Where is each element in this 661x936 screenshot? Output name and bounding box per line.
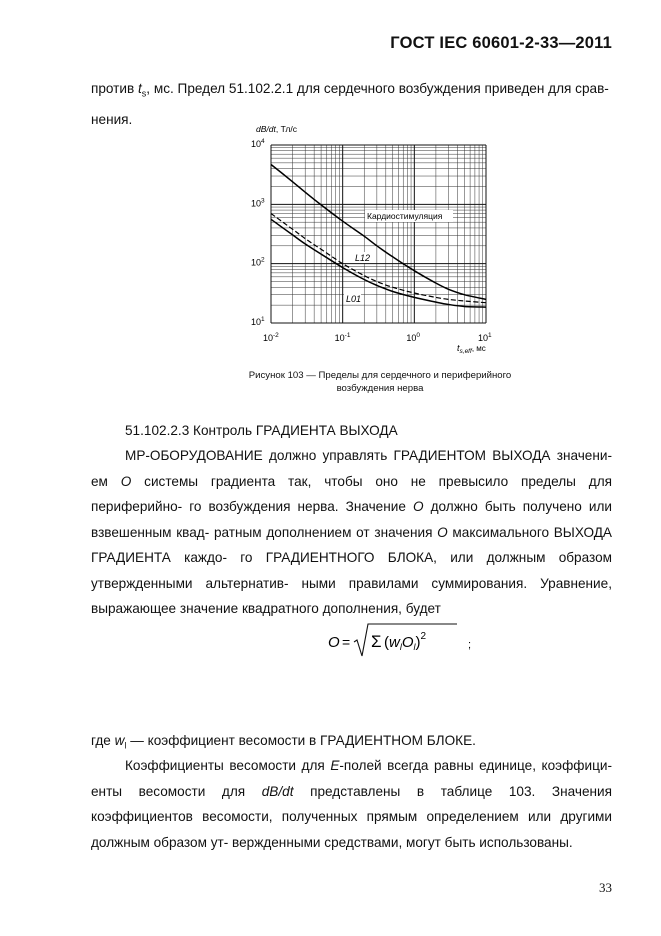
x-tick-label-1: $10^{-1}$ — [334, 332, 351, 343]
intro-line1-rest: , мс. Предел 51.102.2.1 для сердечного возбуждения приведен для срав- — [146, 81, 609, 96]
p1-line-a: МР-ОБОРУДОВАНИЕ должно управлять ГРАДИЕНТОМ ВЫХОДА значени- — [125, 448, 612, 463]
formula-expr: $(w_lO_l)^2$ — [384, 631, 427, 652]
chart-ylabel: dB/dt, Тл/с — [256, 124, 297, 134]
y-tick-label-0: $10^1$ — [251, 316, 265, 327]
label-cardio: Кардиостимуляция — [367, 211, 443, 221]
label-l01: L01 — [346, 294, 362, 304]
y-tick-label-3: $10^4$ — [251, 138, 265, 149]
p1-line-d-end: максимального ВЫХОДА ГРАДИЕНТА каждо- — [91, 524, 612, 565]
label-l12: L12 — [355, 253, 371, 263]
caption-line1: Рисунок 103 — Пределы для сердечного и периферийного — [248, 370, 512, 381]
where-var: w — [114, 733, 125, 748]
p2-line-a-start: Коэффициенты весомости для — [125, 758, 331, 773]
series-line-0 — [271, 165, 486, 300]
where-prefix: где — [91, 733, 115, 748]
intro-prefix: против — [91, 81, 139, 96]
p1-line-e: го ГРАДИЕНТНОГО БЛОКА, или должным образом утвержденными альтернатив- — [91, 550, 612, 591]
p1-line-d-start: ратным дополнением от значения — [213, 524, 438, 540]
formula-punct: ; — [468, 639, 472, 651]
x-tick-label-2: $10^0$ — [406, 332, 420, 343]
chart-series-layer — [271, 165, 486, 308]
x-tick-label-0: $10^{-2}$ — [263, 332, 279, 343]
document-header: ГОСТ IEC 60601-2-33—2011 — [390, 34, 612, 52]
var-o-2: O — [412, 499, 424, 514]
body-paragraph-2 — [91, 753, 612, 855]
p1-line-b-start: ем — [91, 473, 121, 489]
section-title: 51.102.2.3 Контроль ГРАДИЕНТА ВЫХОДА — [125, 423, 398, 438]
var-db-dt: dB/dt — [261, 783, 294, 799]
formula-eq: = — [342, 634, 351, 650]
where-rest: — коэффициент весомости в ГРАДИЕНТНОМ БЛОКЕ. — [126, 733, 476, 748]
p1-line-b-end: системы градиента так, чтобы оно не превысило пределы для периферийно- — [91, 473, 612, 514]
chart-major-grid — [271, 145, 486, 323]
y-tick-label-2: $10^3$ — [251, 197, 265, 209]
p1-line-f: ными правилами суммирования. Уравнение, выражающее значение квадратного — [91, 575, 612, 616]
formula-sigma: Σ — [371, 632, 382, 651]
y-tick-label-1: $10^2$ — [251, 256, 265, 268]
p2-line-c: весомости, полученных прямым определением или другими должным образом ут- — [91, 809, 612, 850]
p1-line-c-end: должно быть получено или взвешенным квад- — [91, 499, 613, 540]
page-number: 33 — [599, 880, 612, 895]
intro-line2: нения. — [91, 112, 133, 128]
p1-line-g: дополнения, будет — [322, 601, 441, 616]
formula-lhs: O — [328, 634, 340, 651]
x-tick-label-3: $10^1$ — [478, 332, 492, 343]
caption-line2: возбуждения нерва — [336, 382, 424, 394]
var-e: Е — [330, 758, 340, 773]
p2-line-b-start: енты весомости для — [91, 783, 262, 799]
chart-xlabel: $t_{s,eff}$, мс — [457, 343, 486, 355]
stimulation-limits-chart — [225, 118, 525, 368]
var-o-3: O — [437, 524, 448, 540]
p2-line-a-end: -полей всегда равны единице, коэффици- — [339, 758, 612, 773]
var-t: t — [138, 81, 142, 96]
p2-line-d: вержденными средствами, могут быть использованы. — [232, 834, 573, 850]
chart-minor-grid — [271, 145, 486, 323]
p2-line-b-end: представлены в таблице 103. Значения коэффициентов — [91, 783, 612, 824]
quadratic-sum-formula — [325, 620, 565, 664]
figure-caption — [210, 370, 550, 395]
where-sub: l — [124, 740, 127, 751]
var-t-sub: s — [141, 88, 147, 99]
body-paragraph-1 — [91, 443, 612, 622]
var-o-1: O — [120, 473, 132, 489]
series-line-1 — [271, 214, 486, 303]
p1-line-c-start: го возбуждения нерва. Значение — [189, 499, 413, 514]
